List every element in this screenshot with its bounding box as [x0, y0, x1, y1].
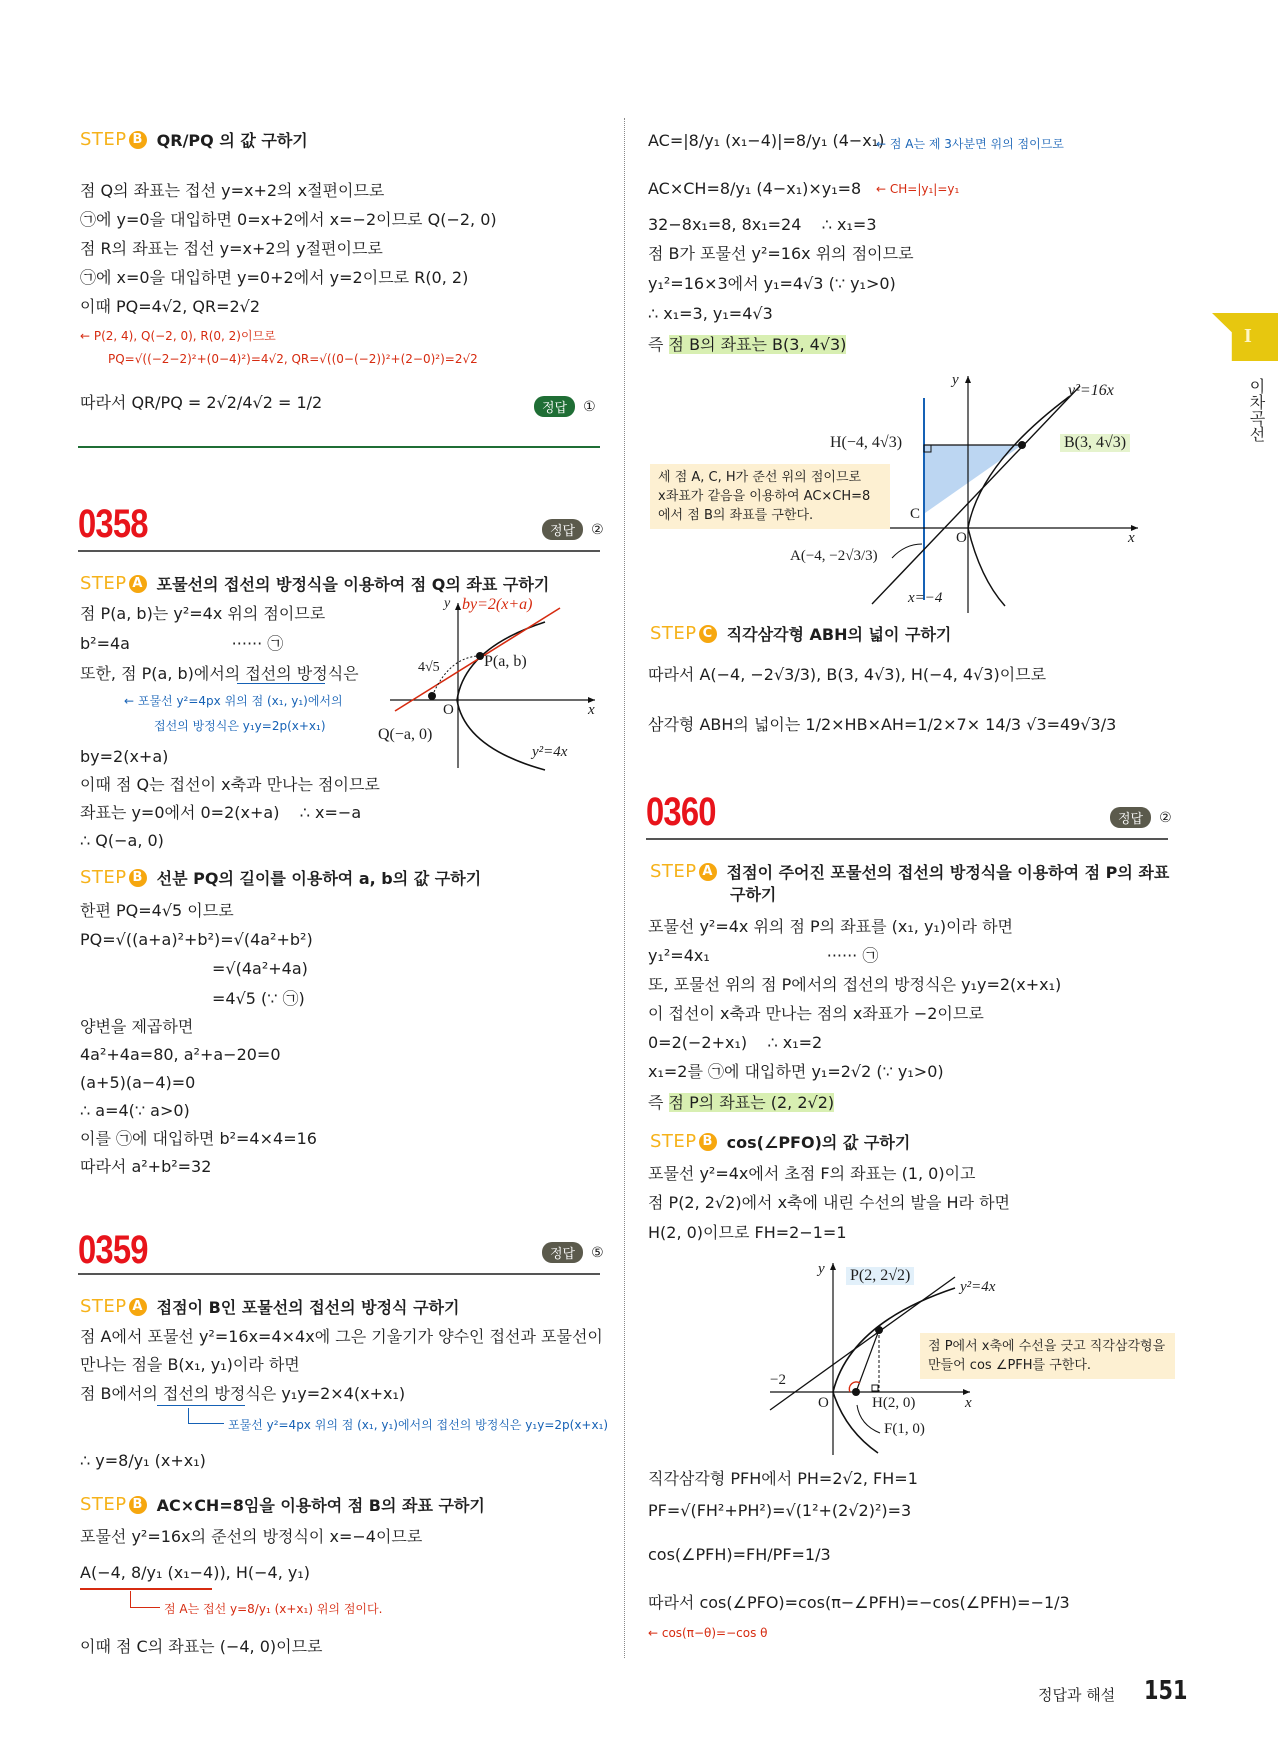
text-line: A(−4, 8/y₁ (x₁−4)), H(−4, y₁)	[80, 1563, 311, 1582]
step-b-header	[80, 1493, 485, 1516]
text-line: ∴ a=4(∵ a>0)	[80, 1101, 190, 1120]
text-line: =4√5 (∵ ㉠)	[212, 989, 305, 1008]
intercept-label: −2	[770, 1372, 786, 1388]
footer-label: 정답과 해설	[1038, 1686, 1116, 1704]
text-line: PF=√(FH²+PH²)=√(1²+(2√2)²)=3	[648, 1501, 912, 1520]
step-tag: STEP A	[80, 1296, 147, 1317]
step-letter-b-icon: B	[129, 1496, 147, 1514]
step-title: AC×CH=8임을 이용하여 점 B의 좌표 구하기	[156, 1496, 485, 1515]
y-axis-label: y	[444, 596, 451, 611]
step-title: cos(∠PFO)의 값 구하기	[726, 1133, 911, 1152]
text-line: ㉠에 y=0을 대입하면 0=x+2에서 x=−2이므로 Q(−2, 0)	[80, 210, 497, 229]
section-divider	[78, 446, 600, 448]
step-title: 접점이 B인 포물선의 접선의 방정식 구하기	[156, 1298, 460, 1317]
length-label: 4√5	[418, 660, 440, 675]
text-line: 또한, 점 P(a, b)에서의 접선의 방정식은	[80, 664, 359, 683]
text-line: AC=|8/y₁ (x₁−4)|=8/y₁ (4−x₁)	[648, 131, 885, 150]
point-a-label: A(−4, −2√3/3)	[790, 548, 878, 564]
text-line: AC×CH=8/y₁ (4−x₁)×y₁=8	[648, 179, 862, 198]
answer-pill: 정답	[542, 519, 583, 540]
text-line: =√(4a²+4a)	[212, 959, 308, 978]
step-a-header	[650, 860, 1169, 883]
step-title: 포물선의 접선의 방정식을 이용하여 점 Q의 좌표 구하기	[156, 575, 550, 594]
step-tag: STEP C	[650, 623, 717, 644]
step-letter-a-icon: A	[129, 575, 147, 593]
underline	[80, 1588, 212, 1590]
text-line: 따라서 cos(∠PFO)=cos(π−∠PFH)=−cos(∠PFH)=−1/3	[648, 1593, 1070, 1612]
text-line: 4a²+4a=80, a²+a−20=0	[80, 1045, 281, 1064]
chapter-title: 이차곡선	[1247, 378, 1266, 442]
step-tag: STEP A	[650, 861, 717, 882]
chapter-roman: I	[1244, 325, 1252, 347]
problem-number: 0358	[78, 502, 148, 546]
point-q-label: Q(−a, 0)	[378, 726, 433, 743]
callout-box: 세 점 A, C, H가 준선 위의 점이므로 x좌표가 같음을 이용하여 AC×CH=8 에서 점 B의 좌표를 구한다.	[650, 464, 890, 529]
problem-rule	[646, 838, 1168, 840]
text-line: b²=4a ······ ㉠	[80, 634, 284, 653]
step-b-header	[80, 128, 308, 151]
step-title: QR/PQ 의 값 구하기	[156, 131, 308, 150]
answer-badge	[534, 396, 596, 417]
answer-badge	[1110, 807, 1172, 828]
column-separator	[624, 118, 625, 1658]
point-b-label: B(3, 4√3)	[1060, 434, 1130, 452]
text-line: 점 Q의 좌표는 접선 y=x+2의 x절편이므로	[80, 181, 385, 200]
blue-note: ← 포물선 y²=4px 위의 점 (x₁, y₁)에서의	[124, 694, 343, 708]
curve-label: y²=4x	[532, 744, 568, 760]
point-p-label: P(a, b)	[484, 653, 527, 670]
text-line: 이때 PQ=4√2, QR=2√2	[80, 297, 261, 316]
step-letter-c-icon: C	[699, 625, 717, 643]
step-tag: STEP A	[80, 573, 147, 594]
answer-badge	[542, 519, 604, 540]
callout-box: 점 P에서 x축에 수선을 긋고 직각삼각형을 만들어 cos ∠PFH를 구한다.	[920, 1333, 1175, 1379]
text-line: 이를 ㉠에 대입하면 b²=4×4=16	[80, 1129, 317, 1148]
problem-rule	[78, 550, 600, 552]
text-line: 따라서 a²+b²=32	[80, 1157, 212, 1176]
page-number: 151	[1144, 1676, 1188, 1706]
arrow-connector	[130, 1591, 131, 1608]
blue-note: 포물선 y²=4px 위의 점 (x₁, y₁)에서의 접선의 방정식은 y₁y=2p(x+x₁)	[228, 1418, 609, 1432]
step-letter-a-icon: A	[129, 1298, 147, 1316]
red-note: ← CH=|y₁|=y₁	[876, 182, 960, 196]
red-note: ← cos(π−θ)=−cos θ	[648, 1626, 768, 1640]
step-tag: STEP B	[80, 1494, 147, 1515]
text-line: y₁²=16×3에서 y₁=4√3 (∵ y₁>0)	[648, 274, 896, 293]
y-axis-label: y	[952, 372, 959, 388]
step-title: 직각삼각형 ABH의 넓이 구하기	[726, 625, 952, 644]
text-line: 점 P(a, b)는 y²=4x 위의 점이므로	[80, 604, 326, 623]
curve-label: y²=16x	[1068, 382, 1114, 399]
text-line: 점 R의 좌표는 접선 y=x+2의 y절편이므로	[80, 239, 383, 258]
highlighted-result: 점 P의 좌표는 (2, 2√2)	[668, 1093, 835, 1112]
figure-parabola-tangent	[370, 598, 600, 773]
step-letter-b-icon: B	[129, 869, 147, 887]
text-line: 한편 PQ=4√5 이므로	[80, 901, 234, 920]
text-line: y₁²=4x₁ ······ ㉠	[648, 946, 879, 965]
step-b-header	[650, 1130, 910, 1153]
step-letter-b-icon: B	[129, 131, 147, 149]
step-tag: STEP B	[650, 1131, 717, 1152]
origin-label: O	[956, 530, 967, 546]
text-line: 양변을 제곱하면	[80, 1017, 194, 1036]
red-note: ← P(2, 4), Q(−2, 0), R(0, 2)이므로	[80, 329, 276, 343]
text-line: 점 P(2, 2√2)에서 x축에 내린 수선의 발을 H라 하면	[648, 1193, 1010, 1212]
answer-pill: 정답	[542, 1242, 583, 1263]
origin-label: O	[443, 702, 454, 718]
y-axis-label: y	[818, 1261, 825, 1277]
step-title-cont: 구하기	[730, 885, 777, 904]
answer-badge	[542, 1242, 604, 1263]
step-a-header	[80, 1295, 459, 1318]
x-axis-label: x	[1128, 530, 1135, 546]
underline	[157, 1405, 245, 1406]
x-axis-label: x	[965, 1395, 972, 1411]
answer-pill: 정답	[1110, 807, 1151, 828]
red-note: PQ=√((−2−2)²+(0−4)²)=4√2, QR=√((0−(−2))²+(2−0)²)=2√2	[108, 352, 478, 366]
step-a-header	[80, 572, 549, 595]
text-line: 점 B가 포물선 y²=16x 위의 점이므로	[648, 244, 914, 263]
answer-value: ⑤	[591, 1244, 604, 1261]
figure-directrix-triangle	[650, 368, 1140, 613]
figure-focus-triangle	[760, 1255, 1166, 1455]
step-tag: STEP B	[80, 129, 147, 150]
text-line: 또, 포물선 위의 점 P에서의 접선의 방정식은 y₁y=2(x+x₁)	[648, 975, 1062, 994]
highlight-line: 즉 점 B의 좌표는 B(3, 4√3)	[648, 335, 847, 354]
directrix-label: x=−4	[908, 590, 943, 606]
conclusion-line: 따라서 QR/PQ = 2√2/4√2 = 1/2	[80, 393, 323, 412]
text-line: 이때 점 C의 좌표는 (−4, 0)이므로	[80, 1637, 323, 1656]
text-line: 직각삼각형 PFH에서 PH=2√2, FH=1	[648, 1469, 918, 1488]
step-b-header	[80, 866, 481, 889]
text-line: H(2, 0)이므로 FH=2−1=1	[648, 1223, 847, 1242]
red-note: 점 A는 접선 y=8/y₁ (x+x₁) 위의 점이다.	[164, 1602, 383, 1616]
text-line: 32−8x₁=8, 8x₁=24 ∴ x₁=3	[648, 215, 877, 234]
origin-label: O	[818, 1395, 829, 1411]
text-line: 만나는 점을 B(x₁, y₁)이라 하면	[80, 1355, 300, 1374]
problem-rule	[78, 1273, 600, 1275]
point-p-label: P(2, 2√2)	[846, 1267, 914, 1285]
answer-value: ②	[591, 521, 604, 538]
text-line: 포물선 y²=16x의 준선의 방정식이 x=−4이므로	[80, 1527, 423, 1546]
step-letter-a-icon: A	[699, 863, 717, 881]
text-line: 포물선 y²=4x 위의 점 P의 좌표를 (x₁, y₁)이라 하면	[648, 917, 1013, 936]
step-letter-b-icon: B	[699, 1133, 717, 1151]
text-line: 따라서 A(−4, −2√3/3), B(3, 4√3), H(−4, 4√3)이므로	[648, 665, 1047, 684]
text-line: 좌표는 y=0에서 0=2(x+a) ∴ x=−a	[80, 803, 362, 822]
text-line: (a+5)(a−4)=0	[80, 1073, 196, 1092]
point-h-label: H(−4, 4√3)	[830, 434, 903, 451]
point-f-label: F(1, 0)	[884, 1421, 925, 1437]
highlight-line: 즉 점 P의 좌표는 (2, 2√2)	[648, 1093, 835, 1112]
answer-value: ①	[583, 398, 596, 415]
problem-number: 0359	[78, 1228, 148, 1272]
answer-value: ②	[1159, 809, 1172, 826]
text-line: 0=2(−2+x₁) ∴ x₁=2	[648, 1033, 823, 1052]
curve-label: y²=4x	[960, 1279, 996, 1295]
step-tag: STEP B	[80, 867, 147, 888]
text-line: 포물선 y²=4x에서 초점 F의 좌표는 (1, 0)이고	[648, 1164, 976, 1183]
text-line: ㉠에 x=0을 대입하면 y=0+2에서 y=2이므로 R(0, 2)	[80, 268, 469, 287]
point-h-label: H(2, 0)	[872, 1395, 916, 1411]
blue-note: 접선의 방정식은 y₁y=2p(x+x₁)	[154, 719, 326, 733]
blue-note: ← 점 A는 제 3사분면 위의 점이므로	[876, 137, 1064, 151]
text-line: by=2(x+a)	[80, 747, 169, 766]
text-line: PQ=√((a+a)²+b²)=√(4a²+b²)	[80, 930, 313, 949]
text-line: 삼각형 ABH의 넓이는 1/2×HB×AH=1/2×7× 14/3 √3=49√3/3	[648, 715, 1117, 734]
problem-number: 0360	[646, 790, 716, 834]
text-line: 점 B에서의 접선의 방정식은 y₁y=2×4(x+x₁)	[80, 1384, 406, 1403]
text-line: cos(∠PFH)=FH/PF=1/3	[648, 1545, 831, 1564]
text-line: ∴ Q(−a, 0)	[80, 831, 164, 850]
text-line: ∴ y=8/y₁ (x+x₁)	[80, 1451, 206, 1470]
answer-pill: 정답	[534, 396, 575, 417]
text-line: 이때 점 Q는 접선이 x축과 만나는 점이므로	[80, 775, 380, 794]
text-line: x₁=2를 ㉠에 대입하면 y₁=2√2 (∵ y₁>0)	[648, 1062, 944, 1081]
arrow-connector	[188, 1423, 224, 1424]
text-line: 점 A에서 포물선 y²=16x=4×4x에 그은 기울기가 양수인 접선과 포물선이	[80, 1327, 603, 1346]
step-title: 접점이 주어진 포물선의 접선의 방정식을 이용하여 점 P의 좌표	[726, 863, 1170, 882]
arrow-connector	[188, 1408, 189, 1424]
arrow-connector	[130, 1607, 160, 1608]
highlighted-result: 점 B의 좌표는 B(3, 4√3)	[668, 335, 847, 354]
point-c-label: C	[910, 506, 921, 522]
text-line: ∴ x₁=3, y₁=4√3	[648, 304, 773, 323]
tangent-label: by=2(x+a)	[462, 596, 533, 613]
x-axis-label: x	[588, 702, 595, 718]
text-line: 이 접선이 x축과 만나는 점의 x좌표가 −2이므로	[648, 1004, 984, 1023]
step-c-header	[650, 622, 951, 645]
underline	[237, 683, 325, 684]
step-title: 선분 PQ의 길이를 이용하여 a, b의 값 구하기	[156, 869, 482, 888]
